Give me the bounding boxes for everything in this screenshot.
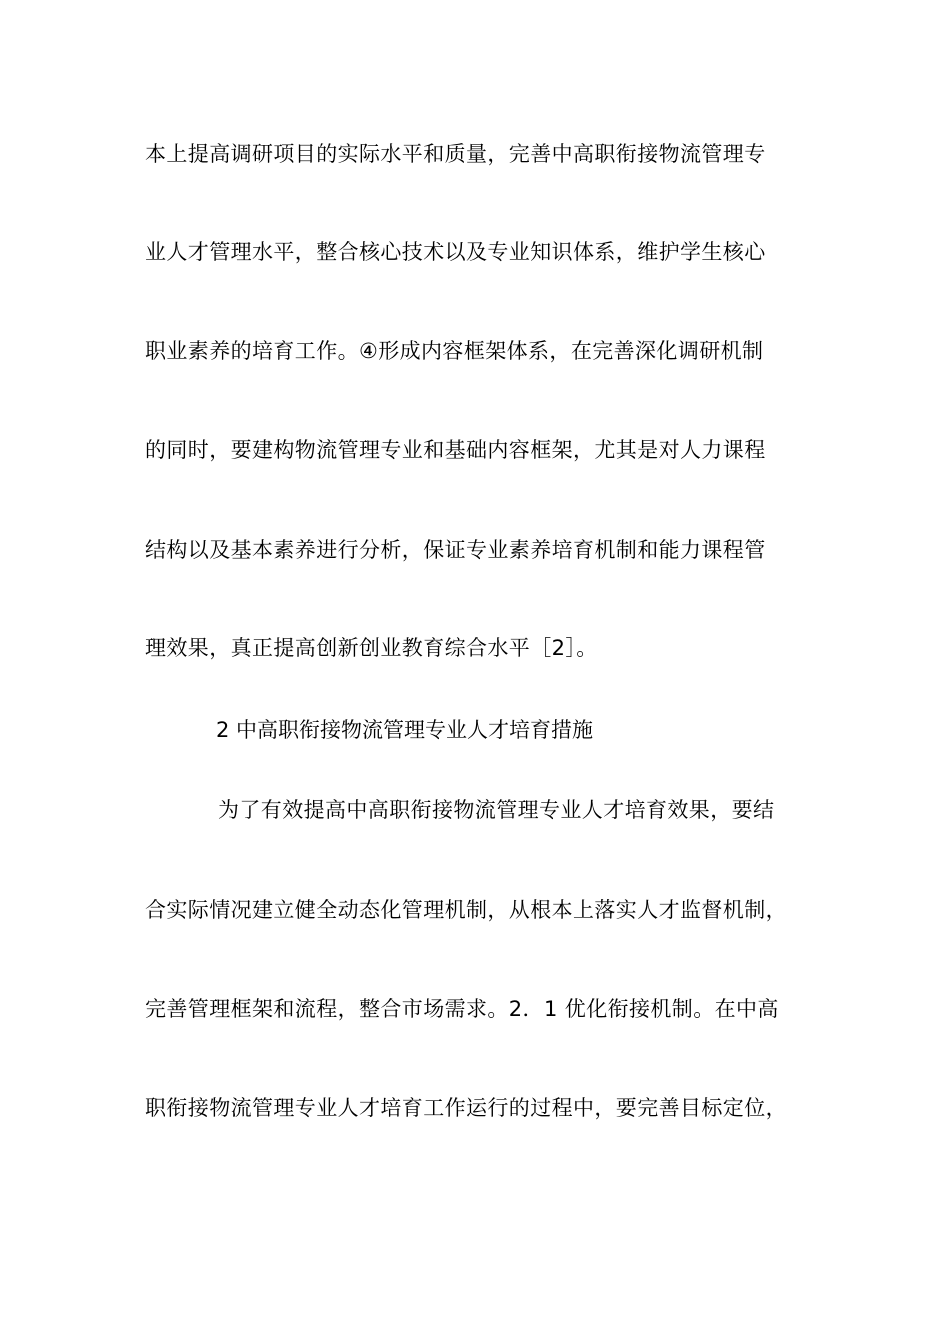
- paragraph-line: 本上提高调研项目的实际水平和质量，完善中高职衔接物流管理专: [145, 142, 766, 166]
- paragraph-line: 结构以及基本素养进行分析，保证专业素养培育机制和能力课程管: [145, 538, 766, 562]
- paragraph-line: 理效果，真正提高创新创业教育综合水平［2］。: [145, 636, 598, 660]
- paragraph-line: 完善管理框架和流程，整合市场需求。2．1 优化衔接机制。在中高: [145, 997, 779, 1021]
- paragraph-line: 的同时，要建构物流管理专业和基础内容框架，尤其是对人力课程: [145, 438, 766, 462]
- paragraph-line: 职衔接物流管理专业人才培育工作运行的过程中，要完善目标定位，: [145, 1096, 787, 1120]
- paragraph-line: 业人才管理水平，整合核心技术以及专业知识体系，维护学生核心: [145, 240, 766, 264]
- paragraph-line: 合实际情况建立健全动态化管理机制，从根本上落实人才监督机制，: [145, 898, 787, 922]
- paragraph-line: 为了有效提高中高职衔接物流管理专业人才培育效果，要结: [218, 798, 775, 822]
- paragraph-line: 职业素养的培育工作。④形成内容框架体系，在完善深化调研机制: [145, 339, 764, 363]
- section-heading: 2 中高职衔接物流管理专业人才培育措施: [216, 718, 594, 742]
